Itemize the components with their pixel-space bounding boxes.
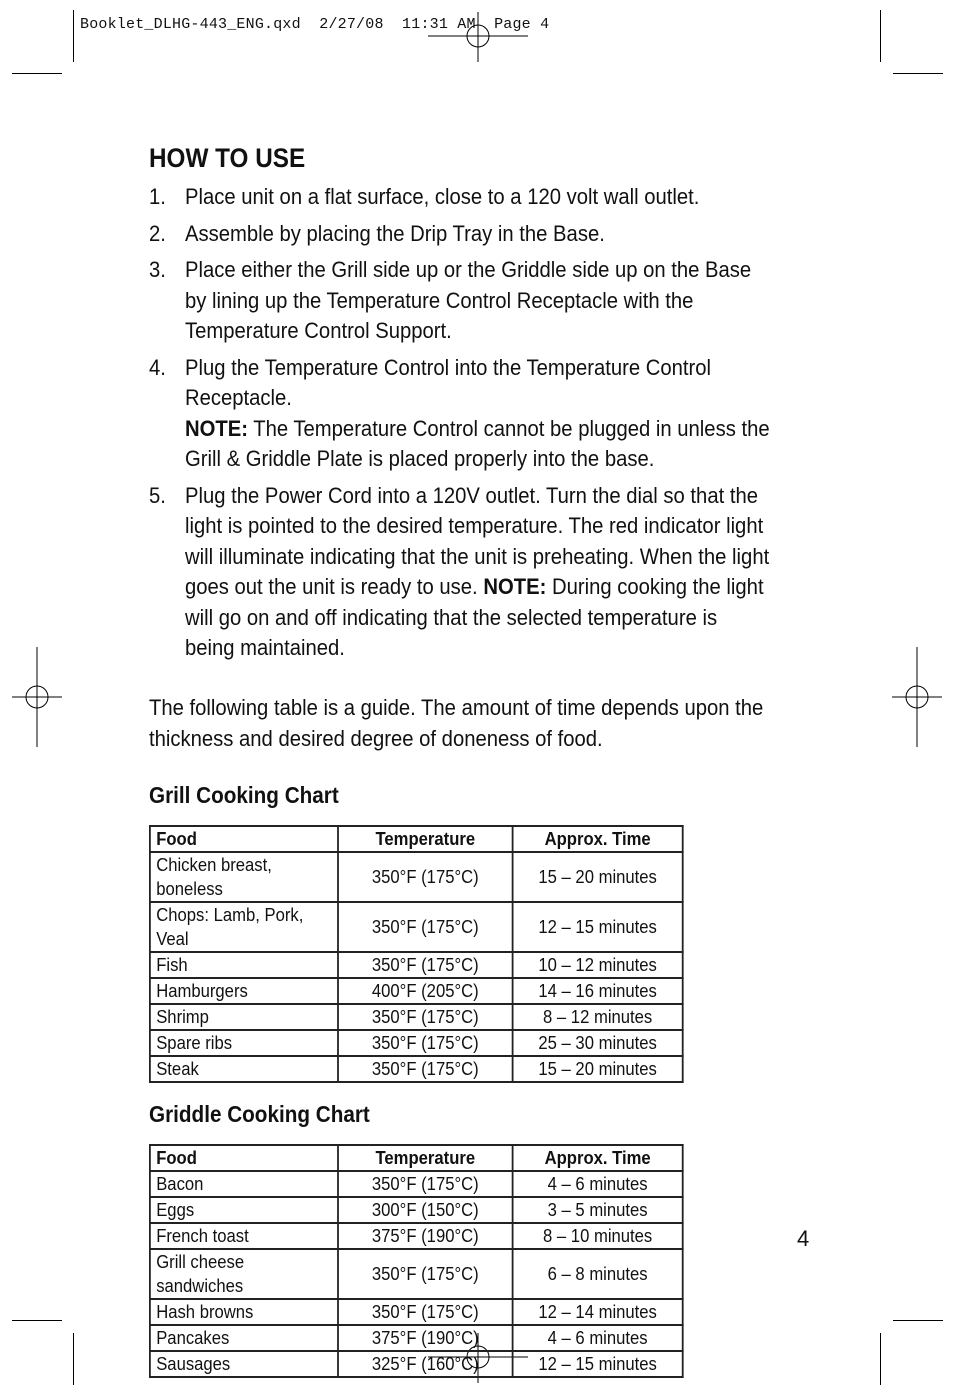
cell-food: French toast — [150, 1223, 338, 1249]
cell-food: Bacon — [150, 1171, 338, 1197]
table-row — [150, 1249, 683, 1299]
crop-mark — [73, 10, 74, 62]
cell-food: Eggs — [150, 1197, 338, 1223]
table-header-row — [150, 826, 683, 852]
cell-temperature: 375°F (190°C) — [338, 1223, 513, 1249]
cell-food: Fish — [150, 952, 338, 978]
cell-temperature: 350°F (175°C) — [338, 1299, 513, 1325]
column-header-time: Approx. Time — [513, 826, 683, 852]
instruction-list — [149, 182, 770, 664]
cell-temperature: 350°F (175°C) — [338, 852, 513, 902]
cell-time: 14 – 16 minutes — [513, 978, 683, 1004]
table-row — [150, 1004, 683, 1030]
cell-time: 4 – 6 minutes — [513, 1325, 683, 1351]
grill-chart-title: Grill Cooking Chart — [149, 781, 339, 808]
step-text: Plug the Temperature Control into the Temperature Control Receptacle. — [185, 354, 712, 410]
cell-time: 10 – 12 minutes — [513, 952, 683, 978]
step-number: 5. — [149, 482, 166, 508]
cell-time: 8 – 10 minutes — [513, 1223, 683, 1249]
crop-mark — [880, 10, 881, 62]
crop-mark — [73, 1333, 74, 1385]
table-row — [150, 902, 683, 952]
cell-food: Spare ribs — [150, 1030, 338, 1056]
step-number: 2. — [149, 220, 166, 246]
column-header-temperature: Temperature — [338, 826, 513, 852]
cell-food: Sausages — [150, 1351, 338, 1377]
step-number: 1. — [149, 184, 166, 209]
table-row — [150, 1030, 683, 1056]
table-row — [150, 852, 683, 902]
cell-temperature: 350°F (175°C) — [338, 902, 513, 952]
cell-food: Pancakes — [150, 1325, 338, 1351]
note-label: NOTE: — [185, 415, 248, 441]
table-row — [150, 1171, 683, 1197]
step-text: Place unit on a flat surface, close to a 120 volt wall outlet. — [185, 184, 700, 209]
cell-temperature: 300°F (150°C) — [338, 1197, 513, 1223]
cell-time: 12 – 15 minutes — [513, 1351, 683, 1377]
column-header-temperature: Temperature — [338, 1145, 513, 1171]
registration-mark-top — [428, 12, 528, 62]
cell-time: 25 – 30 minutes — [513, 1030, 683, 1056]
cell-food: Hash browns — [150, 1299, 338, 1325]
cell-food: Steak — [150, 1056, 338, 1082]
column-header-time: Approx. Time — [513, 1145, 683, 1171]
column-header-food: Food — [150, 826, 338, 852]
table-row — [150, 1056, 683, 1082]
step-number: 4. — [149, 354, 166, 380]
cell-temperature: 375°F (190°C) — [338, 1325, 513, 1351]
cell-food: Grill cheese sandwiches — [150, 1249, 338, 1299]
step-text: Assemble by placing the Drip Tray in the Base. — [185, 220, 605, 246]
table-row — [150, 952, 683, 978]
cell-temperature: 350°F (175°C) — [338, 1249, 513, 1299]
crop-mark — [12, 1320, 62, 1321]
cell-food: Hamburgers — [150, 978, 338, 1004]
instruction-step — [149, 353, 770, 475]
grill-cooking-table — [149, 825, 684, 1083]
cell-temperature: 350°F (175°C) — [338, 1171, 513, 1197]
cell-temperature: 350°F (175°C) — [338, 1030, 513, 1056]
step-text: Place either the Grill side up or the Griddle side up on the Base by lining up the Temperature Control Receptacle with the Temperature Control Support. — [185, 257, 752, 343]
cell-temperature: 350°F (175°C) — [338, 952, 513, 978]
cell-time: 8 – 12 minutes — [513, 1004, 683, 1030]
note-text: The Temperature Control cannot be plugged in unless the Grill & Griddle Plate is placed properly into the base. — [185, 415, 770, 471]
cell-food: Chops: Lamb, Pork, Veal — [150, 902, 338, 952]
table-row — [150, 1325, 683, 1351]
cell-temperature: 350°F (175°C) — [338, 1056, 513, 1082]
column-header-food: Food — [150, 1145, 338, 1171]
crop-mark — [893, 1320, 943, 1321]
cell-time: 12 – 14 minutes — [513, 1299, 683, 1325]
step-text: Plug the Power Cord into a 120V outlet. Turn the dial so that the light is pointed to the desired temperature. The red indicator light will illuminate indicating that the unit is preheating. When the light goes out the unit is ready to use. — [185, 482, 770, 599]
instruction-step — [149, 255, 770, 347]
registration-mark-right — [892, 647, 942, 747]
section-heading: HOW TO USE — [149, 143, 306, 173]
note-text: During cooking the light will go on and off indicating that the selected temperature is being maintained. — [185, 574, 764, 660]
table-row — [150, 978, 683, 1004]
cell-time: 12 – 15 minutes — [513, 902, 683, 952]
print-slug: Booklet_DLHG-443_ENG.qxd 2/27/08 11:31 AM Page 4 — [80, 16, 550, 33]
cell-temperature: 350°F (175°C) — [338, 1004, 513, 1030]
crop-mark — [12, 73, 62, 74]
griddle-chart-title: Griddle Cooking Chart — [149, 1100, 370, 1127]
note-label: NOTE: — [483, 574, 547, 599]
table-row — [150, 1223, 683, 1249]
table-header-row — [150, 1145, 683, 1171]
crop-mark — [893, 73, 943, 74]
page-number: 4 — [797, 1226, 810, 1251]
table-row — [150, 1299, 683, 1325]
cell-food: Shrimp — [150, 1004, 338, 1030]
cell-temperature: 400°F (205°C) — [338, 978, 513, 1004]
cell-time: 4 – 6 minutes — [513, 1171, 683, 1197]
table-row — [150, 1351, 683, 1377]
instruction-step — [149, 481, 770, 664]
registration-mark-left — [12, 647, 62, 747]
step-number: 3. — [149, 257, 166, 282]
instruction-step — [149, 219, 770, 250]
guide-paragraph: The following table is a guide. The amount of time depends upon the thickness and desired degree of doneness of food. — [149, 694, 764, 751]
cell-time: 3 – 5 minutes — [513, 1197, 683, 1223]
cell-time: 15 – 20 minutes — [513, 852, 683, 902]
griddle-cooking-table — [149, 1144, 684, 1378]
page-content — [149, 143, 770, 1378]
cell-temperature: 325°F (160°C) — [338, 1351, 513, 1377]
table-row — [150, 1197, 683, 1223]
crop-mark — [880, 1333, 881, 1385]
cell-time: 15 – 20 minutes — [513, 1056, 683, 1082]
cell-food: Chicken breast, boneless — [150, 852, 338, 902]
cell-time: 6 – 8 minutes — [513, 1249, 683, 1299]
instruction-step — [149, 182, 770, 213]
